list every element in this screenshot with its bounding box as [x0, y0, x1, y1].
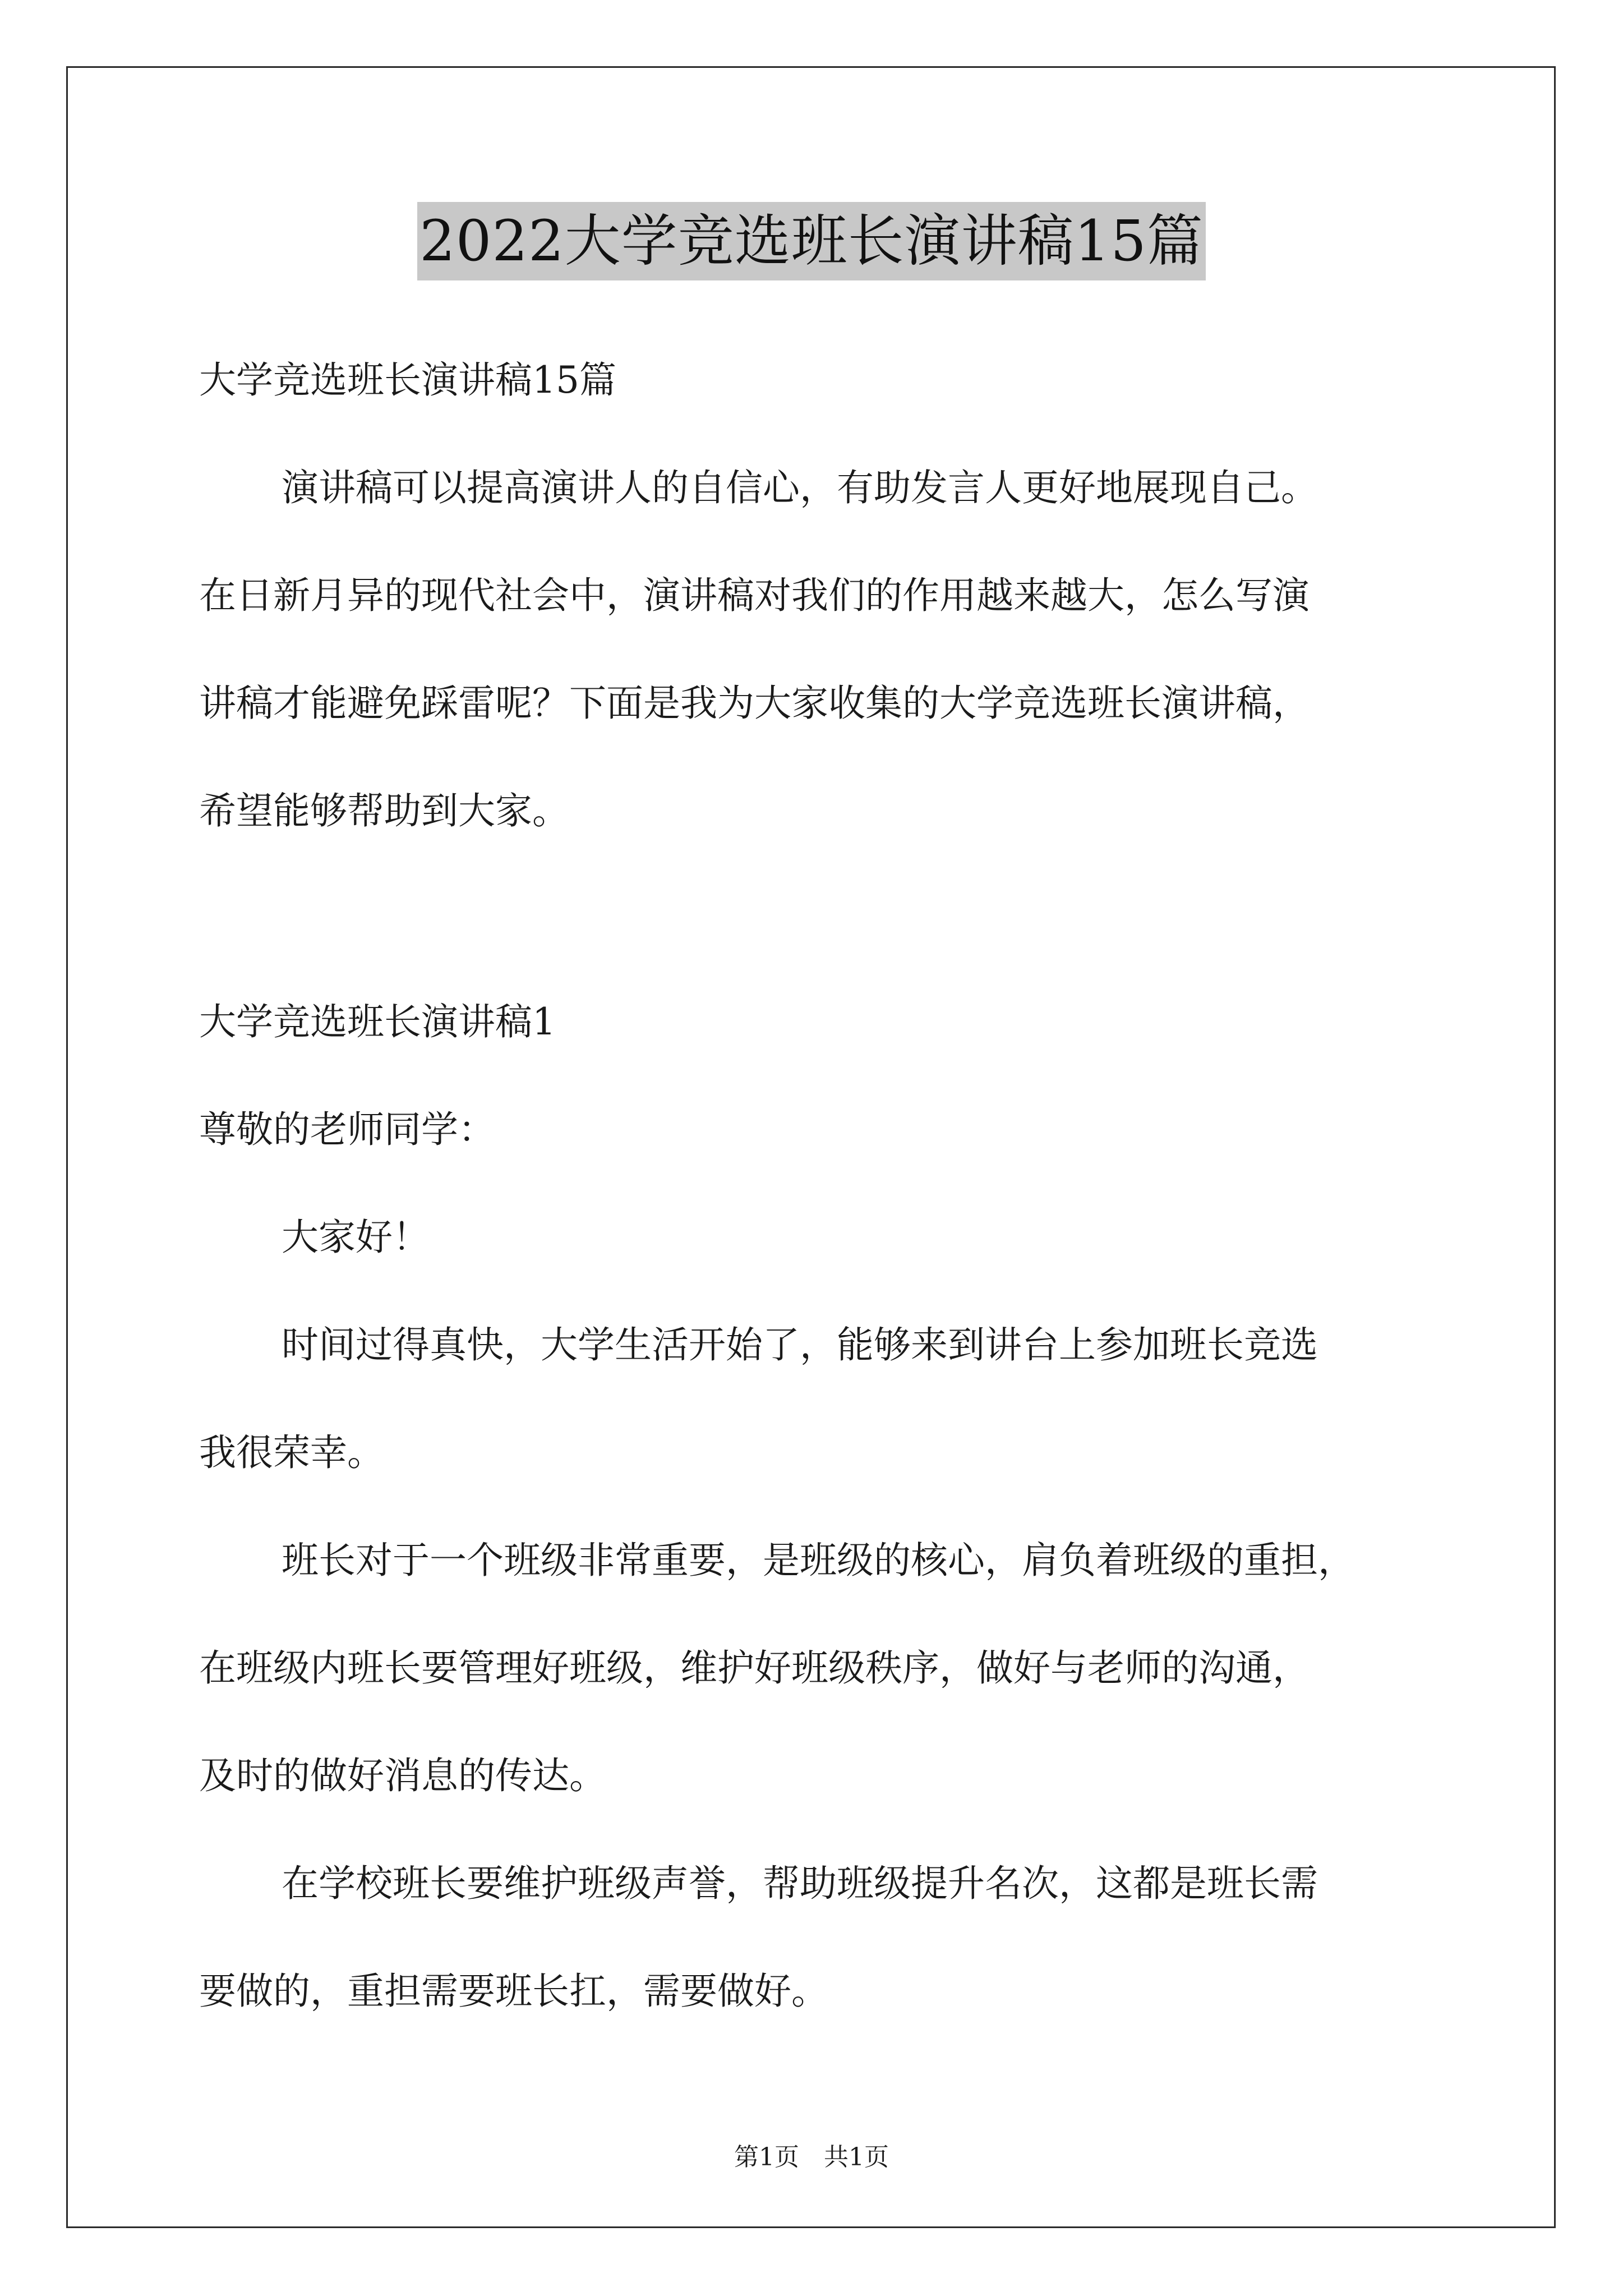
salutation-line: 尊敬的老师同学：	[199, 1108, 495, 1151]
paragraph-line: 我很荣幸。	[199, 1431, 384, 1474]
paragraph-line: 时间过得真快，大学生活开始了，能够来到讲台上参加班长竞选	[282, 1323, 1318, 1366]
paragraph-line: 演讲稿可以提高演讲人的自信心，有助发言人更好地展现自己。	[282, 466, 1318, 509]
paragraph-line: 及时的做好消息的传达。	[199, 1754, 606, 1797]
paragraph-line: 希望能够帮助到大家。	[199, 789, 569, 832]
page-total: 共1页	[824, 2143, 889, 2171]
greeting-line: 大家好！	[282, 1216, 430, 1259]
paragraph-line: 班长对于一个班级非常重要，是班级的核心，肩负着班级的重担，	[282, 1539, 1355, 1582]
title-container	[0, 202, 1623, 280]
subtitle-line: 大学竞选班长演讲稿15篇	[199, 358, 616, 402]
section-heading: 大学竞选班长演讲稿1	[199, 1000, 556, 1043]
document-title: 2022大学竞选班长演讲稿15篇	[417, 202, 1206, 280]
paragraph-line: 在班级内班长要管理好班级，维护好班级秩序，做好与老师的沟通，	[199, 1646, 1310, 1690]
paragraph-line: 讲稿才能避免踩雷呢？下面是我为大家收集的大学竞选班长演讲稿，	[199, 682, 1310, 725]
page-number: 第1页	[734, 2143, 799, 2171]
paragraph-line: 在学校班长要维护班级声誉，帮助班级提升名次，这都是班长需	[282, 1862, 1318, 1905]
page-footer	[0, 2142, 1623, 2173]
paragraph-line: 要做的，重担需要班长扛，需要做好。	[199, 1970, 828, 2013]
paragraph-line: 在日新月异的现代社会中，演讲稿对我们的作用越来越大，怎么写演	[199, 574, 1310, 617]
